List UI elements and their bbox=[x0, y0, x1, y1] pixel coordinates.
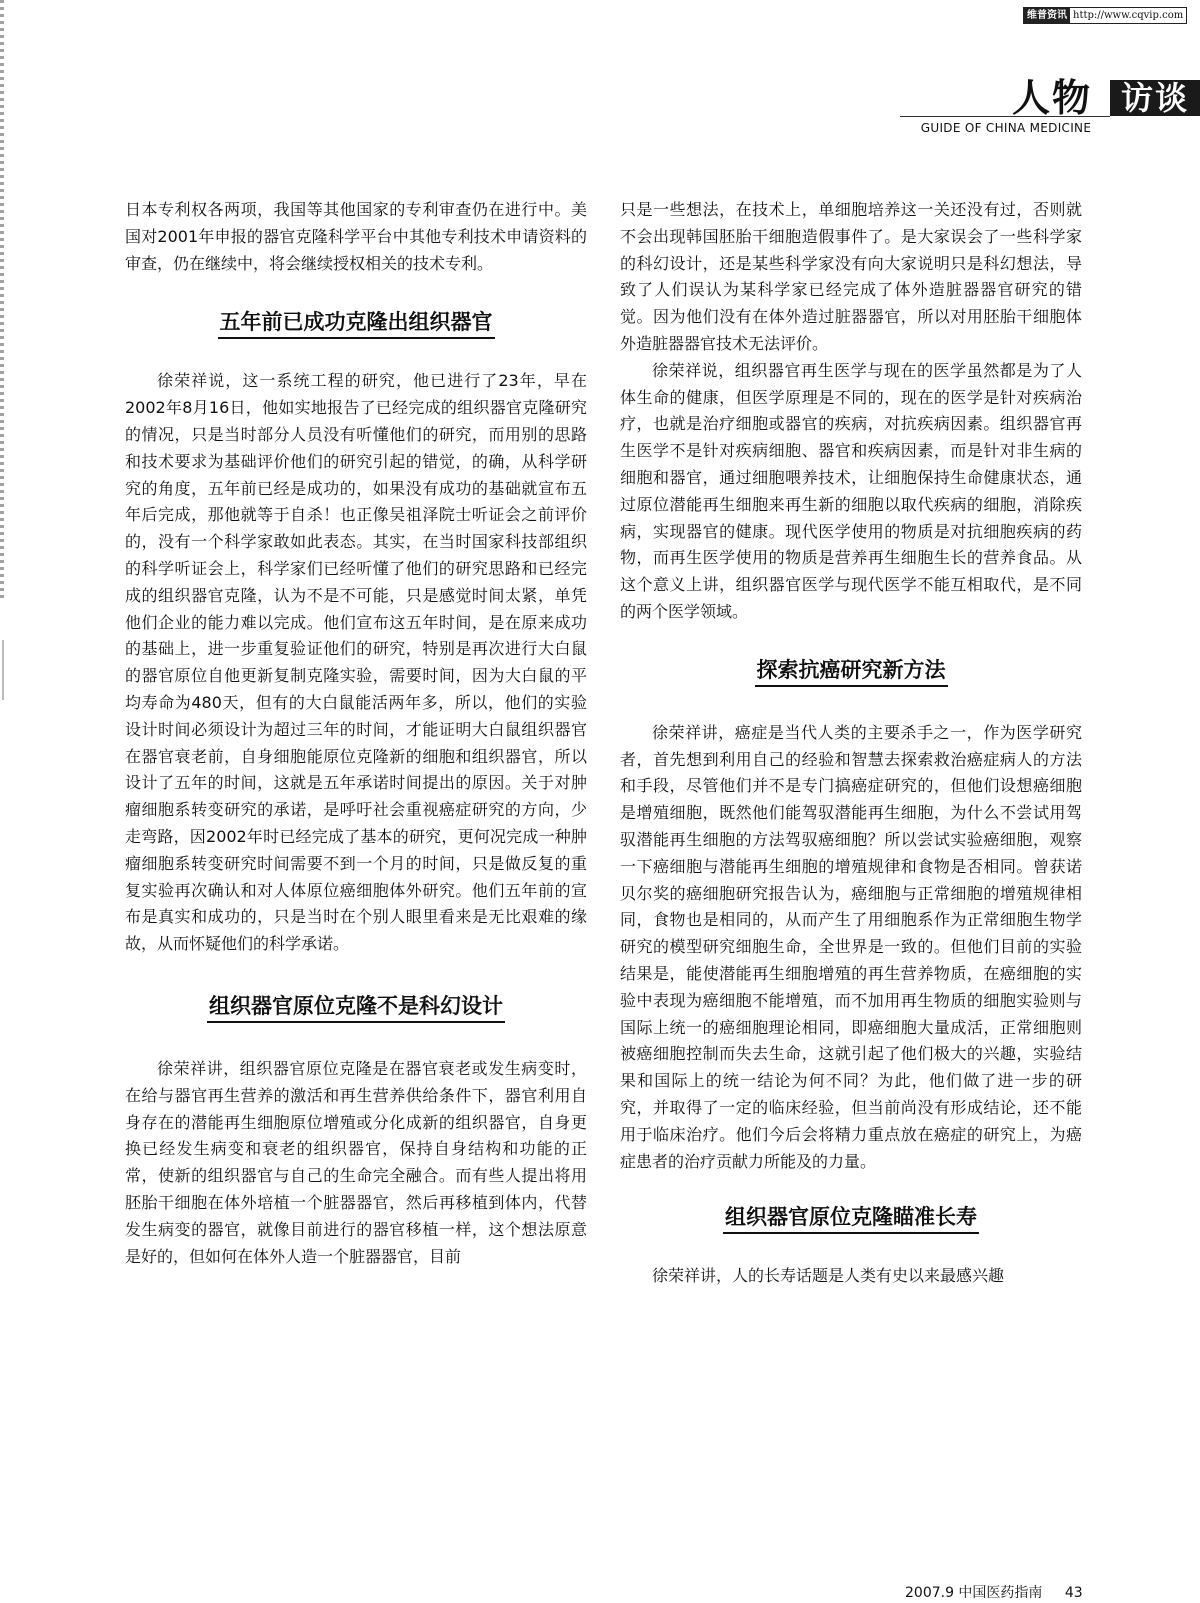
body-paragraph: 徐荣祥说，组织器官再生医学与现在的医学虽然都是为了人体生命的健康，但医学原理是不同的，现在的医学是针对疾病治疗，也就是治疗细胞或器官的疾病，对抗疾病因素。组织器官再生医学不是针对疾病细胞、器官和疾病因素，而是针对非生病的细胞和器官，通过细胞喂养技术，让细胞保持生命健康状态，通过原位潜能再生细胞来再生新的细胞以取代疾病的细胞，消除疾病，实现器官的健康。现代医学使用的物质是对抗细胞疾病的药物，而再生医学使用的物质是营养再生细胞生长的营养食品。从这个意义上讲，组织器官医学与现代医学不能互相取代，是不同的两个医学领域。 bbox=[620, 360, 1082, 621]
body-paragraph: 徐荣祥讲，人的长寿话题是人类有史以来最感兴趣 bbox=[652, 1266, 1005, 1286]
section-heading bbox=[620, 655, 1082, 687]
page-number: 43 bbox=[1064, 1585, 1083, 1601]
header-rule bbox=[900, 116, 1110, 117]
page-footer bbox=[905, 1582, 1083, 1602]
scan-edge-artifact bbox=[0, 0, 4, 600]
watermark-brand: 维普资讯 bbox=[1024, 8, 1070, 23]
heading-text: 组织器官原位克隆不是科幻设计 bbox=[207, 991, 505, 1023]
section-name: 人物 bbox=[1012, 75, 1093, 120]
section-tag: 访谈 bbox=[1110, 80, 1200, 116]
intro-paragraph: 日本专利权各两项，我国等其他国家的专利审查仍在进行中。美国对2001年申报的器官克隆科学平台中其他专利技术申请资料的审查，仍在继续中，将会继续授权相关的技术专利。 bbox=[125, 200, 587, 273]
footer-issue: 2007.9 中国医药指南 bbox=[905, 1585, 1043, 1601]
section-heading bbox=[620, 1202, 1082, 1234]
body-paragraph: 徐荣祥讲，组织器官原位克隆是在器官衰老或发生病变时，在给与器官再生营养的激活和再生营养供给条件下，器官利用自身存在的潜能再生细胞原位增殖或分化成新的组织器官，自身更换已经发生病变和衰老的组织器官，保持自身结构和功能的正常，使新的组织器官与自己的生命完全融合。而有些人提出将用胚胎干细胞在体外培植一个脏器器官，然后再移植到体内，代替发生病变的器官，就像目前进行的器官移植一样，这个想法原意是好的，但如何在体外人造一个脏器器官，目前 bbox=[125, 1058, 587, 1266]
continuation-paragraph: 只是一些想法，在技术上，单细胞培养这一关还没有过，否则就不会出现韩国胚胎干细胞造假事件了。是大家误会了一些科学家的科幻设计，还是某些科学家没有向大家说明只是科幻想法，导致了人们误认为某科学家已经完成了体外造脏器器官研究的错觉。因为他们没有在体外造过脏器器官，所以对用胚胎干细胞体外造脏器器官技术无法评价。 bbox=[620, 200, 1082, 353]
watermark bbox=[1023, 7, 1187, 24]
heading-text: 探索抗癌研究新方法 bbox=[755, 655, 948, 687]
watermark-url[interactable]: http://www.cqvip.com bbox=[1073, 10, 1184, 21]
journal-subtitle: GUIDE OF CHINA MEDICINE bbox=[920, 121, 1092, 135]
scan-edge-artifact bbox=[2, 640, 4, 700]
page-header bbox=[900, 70, 1200, 140]
heading-text: 五年前已成功克隆出组织器官 bbox=[218, 307, 495, 339]
section-heading bbox=[125, 307, 587, 339]
right-column bbox=[620, 197, 1082, 1290]
section-heading bbox=[125, 991, 587, 1023]
left-column bbox=[125, 197, 587, 1270]
heading-text: 组织器官原位克隆瞄准长寿 bbox=[723, 1202, 979, 1234]
body-paragraph: 徐荣祥讲，癌症是当代人类的主要杀手之一，作为医学研究者，首先想到利用自己的经验和智慧去探索救治癌症病人的方法和手段，尽管他们并不是专门搞癌症研究的，但他们设想癌细胞是增殖细胞，既然他们能驾驭潜能再生细胞，为什么不尝试用驾驭潜能再生细胞的方法驾驭癌细胞？所以尝试实验癌细胞，观察一下癌细胞与潜能再生细胞的增殖规律和食物是否相同。曾获诺贝尔奖的癌细胞研究报告认为，癌细胞与正常细胞的增殖规律相同，食物也是相同的，从而产生了用细胞系作为正常细胞生物学研究的模型研究细胞生命，全世界是一致的。但他们目前的实验结果是，能使潜能再生细胞增殖的再生营养物质，在癌细胞的实验中表现为癌细胞不能增殖，而不加用再生物质的细胞实验则与国际上统一的癌细胞理论相同，即癌细胞大量成活，正常细胞则被癌细胞控制而失去生命，这就引起了他们极大的兴趣，实验结果和国际上的统一结论为何不同？为此，他们做了进一步的研究，并取得了一定的临床经验，但当前尚没有形成结论，还不能用于临床治疗。他们今后会将精力重点放在癌症的研究上，为癌症患者的治疗贡献力所能及的力量。 bbox=[620, 722, 1082, 1171]
body-paragraph: 徐荣祥说，这一系统工程的研究，他已进行了23年，早在2002年8月16日，他如实地报告了已经完成的组织器官克隆研究的情况，只是当时部分人员没有听懂他们的研究，而用别的思路和技术要求为基础评价他们的研究引起的错觉，的确，从科学研究的角度，五年前已经是成功的，如果没有成功的基础就宣布五年后完成，那他就等于自杀！也正像吴祖泽院士听证会之前评价的，没有一个科学家敢如此表态。其实，在当时国家科技部组织的科学听证会上，科学家们已经听懂了他们的研究思路和已经完成的组织器官克隆，认为不是不可能，只是感觉时间太紧，单凭他们企业的能力难以完成。他们宣布这五年时间，是在原来成功的基础上，进一步重复验证他们的研究，特别是再次进行大白鼠的器官原位自他更新复制克隆实验，需要时间，因为大白鼠的平均寿命为480天，但有的大白鼠能活两年多，所以，他们的实验设计时间必须设计为超过三年的时间，才能证明大白鼠组织器官在器官衰老前，自身细胞能原位克隆新的细胞和组织器官，所以设计了五年的时间，这就是五年承诺时间提出的原因。关于对肿瘤细胞系转变研究的承诺，是呼吁社会重视癌症研究的方向，少走弯路，因2002年时已经完成了基本的研究，更何况完成一种肿瘤细胞系转变研究时间需要不到一个月的时间，只是做反复的重复实验再次确认和对人体原位癌细胞体外研究。他们五年前的宣布是真实和成功的，只是当时在个别人眼里看来是无比艰难的缘故，从而怀疑他们的科学承诺。 bbox=[125, 371, 587, 954]
